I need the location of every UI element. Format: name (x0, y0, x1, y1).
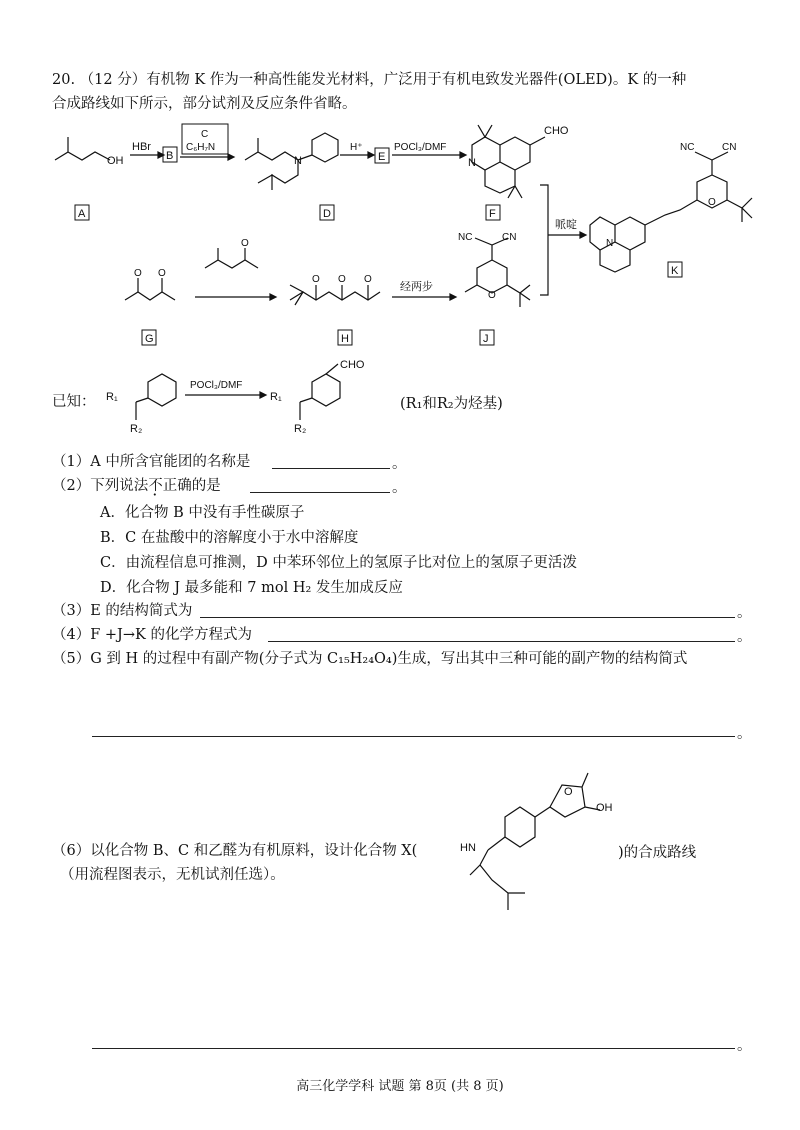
question-score: （12 分） (79, 72, 147, 88)
compound-G-structure (125, 278, 175, 300)
bracket-F-J (540, 185, 548, 295)
K-n-text: N (606, 238, 614, 249)
q1-text: A 中所含官能团的名称是 (90, 454, 251, 470)
question-header (52, 70, 686, 90)
known-r2-left: R₂ (130, 423, 143, 435)
q4-text: F +J→K 的化学方程式为 (90, 627, 252, 643)
compound-A-structure (55, 137, 110, 160)
label-H: H (341, 333, 349, 345)
known-note: (R₁和R₂为烃基) (400, 396, 503, 412)
reagent-two-steps: 经两步 (400, 281, 433, 293)
x-oh: OH (596, 802, 613, 814)
q2-text-pre: 下列说法 (90, 478, 149, 494)
q6-text: 以化合物 B、C 和乙醛为有机原料，设计化合物 X( (90, 843, 418, 859)
reagent-hbr: HBr (132, 141, 151, 153)
q1-answer-blank[interactable] (272, 452, 390, 469)
arrowhead (450, 294, 456, 300)
intro-line-1: 有机物 K 作为一种高性能发光材料，广泛用于有机电致发光器件(OLED)。K 的一种 (146, 72, 687, 88)
synthesis-scheme (0, 115, 800, 350)
K-nc-text: NC (680, 142, 695, 153)
compound-J-structure (465, 238, 530, 307)
q2-num: （2） (52, 478, 91, 494)
question-number: 20. (52, 72, 76, 88)
known-reaction (90, 360, 390, 440)
arrowhead (580, 232, 586, 238)
x-o-carbonyl: O (564, 786, 573, 798)
compound-D-structure (245, 133, 338, 190)
q5-num: （5） (52, 651, 91, 667)
G-o1-text: O (134, 268, 142, 279)
G-o2-text: O (158, 268, 166, 279)
label-K: K (671, 265, 679, 277)
reagent-c-label: C (201, 129, 209, 140)
label-G: G (145, 333, 154, 345)
known-r2-right: R₂ (294, 423, 307, 435)
known-r1-right: R₁ (270, 391, 282, 403)
K-o-text: O (708, 197, 716, 208)
J-cn-text: CN (502, 232, 517, 243)
arrowhead (228, 154, 234, 160)
label-D: D (323, 208, 331, 220)
known-r1-left: R₁ (106, 391, 118, 403)
F-cho-text: CHO (544, 125, 569, 137)
x-hn: HN (460, 842, 476, 854)
known-label: 已知： (52, 394, 96, 410)
D-n-text: N (294, 155, 302, 167)
q6-answer-blank[interactable] (92, 1032, 735, 1049)
q4-num: （4） (52, 627, 91, 643)
label-F: F (489, 208, 496, 220)
q1-end: 。 (392, 456, 407, 472)
option-B[interactable]: B．C 在盐酸中的溶解度小于水中溶解度 (100, 530, 359, 546)
page-footer: 高三化学学科 试题 第 8页 (共 8 页) (296, 1079, 504, 1094)
reagent-ester-structure (205, 248, 258, 268)
q2-end: 。 (392, 480, 407, 496)
arrowhead (270, 294, 276, 300)
ester-o-text: O (241, 238, 249, 249)
H-o2-text: O (338, 274, 346, 285)
q2-answer-blank[interactable] (250, 476, 390, 493)
reagent-piperidine: 哌啶 (555, 219, 577, 231)
reagent-h-plus: H⁺ (350, 142, 363, 153)
known-cho: CHO (340, 360, 365, 371)
arrowhead (460, 152, 466, 158)
J-nc-text: NC (458, 232, 473, 243)
q5-end: 。 (737, 726, 752, 742)
compound-X-structure (450, 745, 620, 920)
compound-F-structure (472, 125, 545, 198)
K-cn-text: CN (722, 142, 737, 153)
option-D[interactable]: D．化合物 J 最多能和 7 mol H₂ 发生加成反应 (100, 580, 403, 596)
reagent-c-formula: C₆H₇N (186, 142, 216, 153)
q6-line2: （用流程图表示，无机试剂任选）。 (60, 867, 285, 883)
arrowhead (368, 152, 374, 158)
q4-answer-blank[interactable] (268, 625, 735, 642)
q6-end: 。 (737, 1038, 752, 1054)
H-o3-text: O (364, 274, 372, 285)
q2 (52, 476, 221, 496)
q5-text: G 到 H 的过程中有副产物(分子式为 C₁₅H₂₄O₄)生成，写出其中三种可能的副产物的结构简式 (90, 651, 688, 667)
option-A[interactable]: A．化合物 B 中没有手性碳原子 (100, 505, 305, 521)
q1 (52, 452, 250, 472)
q1-num: （1） (52, 454, 91, 470)
label-J: J (483, 333, 489, 345)
label-A: A (78, 208, 86, 220)
q3-num: （3） (52, 603, 91, 619)
q5 (52, 649, 687, 669)
intro-line-2: 合成路线如下所示，部分试剂及反应条件省略。 (52, 96, 357, 112)
label-B: B (166, 150, 174, 162)
reagent-pocl3-top: POCl₃/DMF (394, 142, 447, 153)
compound-K-structure (590, 152, 752, 272)
q2-text-post: 的是 (191, 478, 221, 494)
q3-answer-blank[interactable] (200, 601, 735, 618)
J-o-text: O (488, 290, 496, 301)
q6 (52, 841, 417, 861)
option-C[interactable]: C．由流程信息可推测，D 中苯环邻位上的氢原子比对位上的氢原子更活泼 (100, 555, 577, 571)
compound-H-structure (290, 285, 380, 305)
F-n-text: N (468, 157, 476, 169)
q6-num: （6） (52, 843, 91, 859)
q4 (52, 625, 252, 645)
q2-emphasis: 不正确 (148, 478, 192, 494)
A-oh-text: OH (107, 155, 124, 167)
q6-text-after: )的合成路线 (618, 845, 697, 861)
H-o1-text: O (312, 274, 320, 285)
q3-text: E 的结构简式为 (90, 603, 193, 619)
q3 (52, 601, 192, 621)
q5-answer-blank[interactable] (92, 720, 735, 737)
label-E: E (378, 151, 386, 163)
q3-end: 。 (737, 605, 752, 621)
q4-end: 。 (737, 629, 752, 645)
known-reagent: POCl₃/DMF (190, 380, 243, 391)
